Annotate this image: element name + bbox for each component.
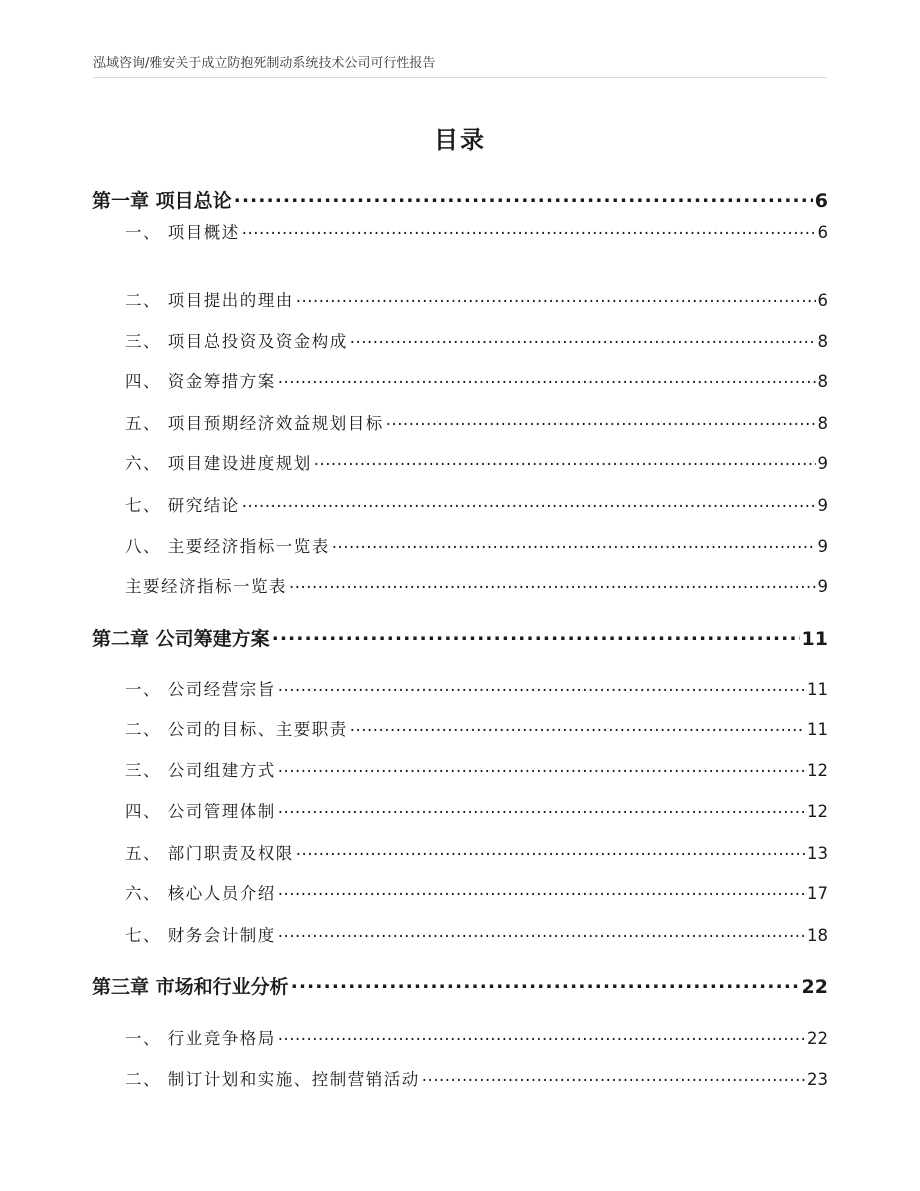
toc-section-entry[interactable] [92, 573, 828, 597]
dot-leader [272, 626, 800, 645]
toc-entry-page: 6 [817, 223, 828, 242]
toc-chapter-entry[interactable] [92, 624, 828, 651]
dot-leader [296, 290, 816, 307]
toc-section-entry[interactable] [92, 676, 828, 700]
toc-entry-label: 七、 财务会计制度 [125, 926, 276, 945]
toc-section-entry[interactable] [92, 219, 828, 243]
toc-entry-page: 12 [807, 802, 828, 821]
dot-leader [332, 536, 816, 553]
toc-entry-page: 23 [807, 1070, 828, 1089]
toc-entry-page: 8 [817, 372, 828, 391]
toc-section-entry[interactable] [92, 492, 828, 516]
dot-leader [242, 495, 816, 512]
toc-section-entry[interactable] [92, 798, 828, 822]
dot-leader [278, 1028, 805, 1045]
toc-entry-label: 第一章 项目总论 [92, 190, 232, 212]
toc-title: 目录 [434, 126, 486, 154]
dot-leader [278, 883, 805, 900]
dot-leader [278, 760, 805, 777]
toc-chapter-entry[interactable] [92, 972, 828, 999]
toc-entry-page: 9 [817, 537, 828, 556]
toc-entry-label: 三、 项目总投资及资金构成 [125, 332, 348, 351]
dot-leader [350, 331, 816, 348]
toc-entry-page: 11 [807, 720, 828, 739]
toc-entry-label: 四、 公司管理体制 [125, 802, 276, 821]
dot-leader [289, 576, 816, 593]
toc-section-entry[interactable] [92, 450, 828, 474]
dot-leader [296, 843, 805, 860]
toc-entry-label: 四、 资金筹措方案 [125, 372, 276, 391]
toc-entry-label: 八、 主要经济指标一览表 [125, 537, 330, 556]
dot-leader [386, 413, 816, 430]
toc-entry-page: 6 [814, 190, 828, 212]
toc-entry-label: 七、 研究结论 [125, 496, 240, 515]
toc-section-entry[interactable] [92, 1066, 828, 1090]
dot-leader [291, 974, 800, 993]
toc-section-entry[interactable] [92, 716, 828, 740]
toc-entry-label: 一、 项目概述 [125, 223, 240, 242]
toc-entry-label: 三、 公司组建方式 [125, 761, 276, 780]
toc-entry-label: 一、 行业竞争格局 [125, 1029, 276, 1048]
toc-entry-page: 9 [817, 454, 828, 473]
toc-entry-label: 一、 公司经营宗旨 [125, 680, 276, 699]
running-header: 泓域咨询/雅安关于成立防抱死制动系统技术公司可行性报告 [93, 52, 827, 78]
toc-entry-page: 6 [817, 291, 828, 310]
toc-entry-label: 第三章 市场和行业分析 [92, 976, 289, 998]
toc-entry-page: 9 [817, 577, 828, 596]
dot-leader [278, 801, 805, 818]
toc-entry-label: 六、 项目建设进度规划 [125, 454, 312, 473]
toc-entry-label: 五、 部门职责及权限 [125, 844, 294, 863]
toc-section-entry[interactable] [92, 368, 828, 392]
dot-leader [278, 679, 805, 696]
toc-section-entry[interactable] [92, 533, 828, 557]
toc-entry-page: 8 [817, 332, 828, 351]
toc-entry-page: 11 [801, 628, 828, 650]
toc-entry-page: 22 [801, 976, 828, 998]
toc-entry-label: 二、 公司的目标、主要职责 [125, 720, 348, 739]
dot-leader [234, 188, 813, 207]
toc-section-entry[interactable] [92, 287, 828, 311]
toc-entry-page: 13 [807, 844, 828, 863]
toc-section-entry[interactable] [92, 840, 828, 864]
toc-entry-page: 8 [817, 414, 828, 433]
toc-section-entry[interactable] [92, 1025, 828, 1049]
toc-entry-label: 五、 项目预期经济效益规划目标 [125, 414, 384, 433]
toc-entry-page: 11 [807, 680, 828, 699]
toc-section-entry[interactable] [92, 328, 828, 352]
toc-entry-label: 第二章 公司筹建方案 [92, 628, 270, 650]
toc-section-entry[interactable] [92, 922, 828, 946]
dot-leader [350, 719, 805, 736]
dot-leader [278, 925, 805, 942]
toc-chapter-entry[interactable] [92, 186, 828, 213]
toc-entry-page: 12 [807, 761, 828, 780]
toc-section-entry[interactable] [92, 410, 828, 434]
toc-section-entry[interactable] [92, 757, 828, 781]
dot-leader [242, 222, 816, 239]
dot-leader [422, 1069, 805, 1086]
toc-entry-label: 二、 制订计划和实施、控制营销活动 [125, 1070, 420, 1089]
toc-entry-label: 主要经济指标一览表 [125, 577, 287, 596]
toc-entry-page: 9 [817, 496, 828, 515]
toc-section-entry[interactable] [92, 880, 828, 904]
toc-entry-page: 22 [807, 1029, 828, 1048]
dot-leader [278, 371, 816, 388]
toc-entry-label: 六、 核心人员介绍 [125, 884, 276, 903]
toc-entry-label: 二、 项目提出的理由 [125, 291, 294, 310]
toc-entry-page: 17 [807, 884, 828, 903]
dot-leader [314, 453, 816, 470]
toc-entry-page: 18 [807, 926, 828, 945]
